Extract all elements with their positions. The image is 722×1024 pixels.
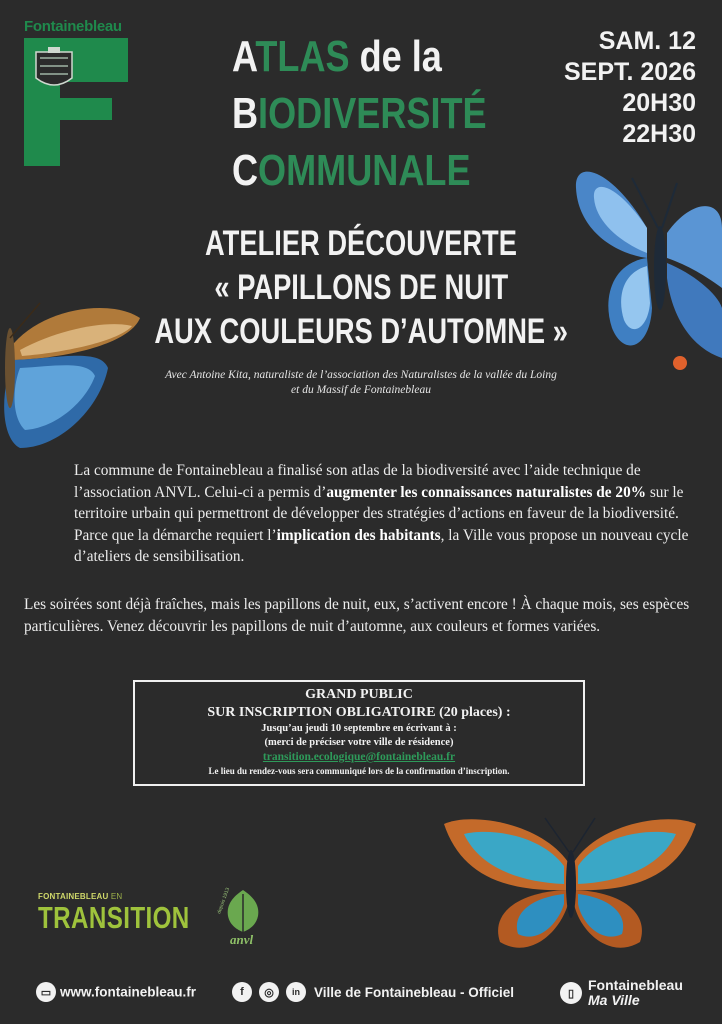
audience-label: GRAND PUBLIC [305, 687, 413, 702]
monitor-icon: ▭ [36, 982, 56, 1002]
workshop-title-line-1: ATELIER DÉCOUVERTE [205, 224, 517, 263]
event-start-time: 20H30 [622, 89, 696, 117]
logo-name: Fontainebleau [24, 18, 122, 35]
anvl-logo [212, 884, 274, 951]
fontainebleau-en-transition-logo [38, 892, 232, 935]
app-subtitle: Ma Ville [588, 992, 640, 1008]
workshop-title-line-2: « PAPILLONS DE NUIT [214, 268, 508, 307]
speaker-line-2: et du Massif de Fontainebleau [291, 384, 431, 396]
intro-text-c: sur le territoire urbain qui permettront de développer des stratégies d’actions en faveur de la biodiversité. Parce que la démarche requiert l’ [74, 483, 684, 544]
linkedin-icon[interactable]: in [286, 982, 306, 1002]
orange-blue-butterfly-illustration [440, 812, 700, 957]
footer-app[interactable] [560, 978, 683, 1008]
workshop-title-line-3: AUX COULEURS D’AUTOMNE » [154, 312, 568, 351]
title-word-de-la: de la [349, 32, 442, 81]
title-word-communale: OMMUNALE [258, 146, 471, 195]
title-word-atlas: TLAS [255, 32, 350, 81]
transition-logo-city: FONTAINEBLEAU [38, 892, 109, 901]
anvl-name: anvl [230, 932, 254, 946]
smartphone-icon: ▯ [560, 982, 582, 1004]
title-initial-b: B [232, 89, 259, 138]
title-initial-c: C [232, 146, 259, 195]
instagram-icon[interactable]: ◎ [259, 982, 279, 1002]
speaker-credit [0, 368, 722, 398]
event-end-time: 22H30 [622, 120, 696, 148]
coat-of-arms-icon [24, 38, 128, 166]
social-handle: Ville de Fontainebleau - Officiel [314, 984, 515, 1000]
intro-text-a: La commune de Fontainebleau a finalisé son atlas de la biodiversité avec l’aide technique de l’association ANVL. Celui-ci a permis d’ [74, 462, 641, 501]
footer-website[interactable] [36, 982, 196, 1002]
intro-text-e: , la Ville vous propose un nouveau cycle d’ateliers de sensibilisation. [74, 526, 689, 565]
intro-highlight-1: augmenter les connaissances naturalistes de 20% [326, 483, 647, 501]
description-paragraph: Les soirées sont déjà fraîches, mais les papillons de nuit, eux, s’activent encore ! À chaque mois, ses espèces particulières. Venez découvrir les papillons de nuit d’automne, aux couleurs et formes variées. [24, 596, 690, 635]
footer-social [232, 982, 514, 1002]
facebook-icon[interactable]: f [232, 982, 252, 1002]
intro-highlight-2: implication des habitants [276, 526, 441, 544]
title-word-biodiversite: IODIVERSITÉ [258, 89, 487, 138]
registration-deadline: Jusqu’au jeudi 10 septembre en écrivant à : [261, 723, 457, 734]
fontainebleau-logo [24, 18, 130, 166]
registration-requirement: SUR INSCRIPTION OBLIGATOIRE (20 places) : [207, 705, 511, 720]
event-day: SAM. 12 [598, 27, 696, 55]
app-name: Fontainebleau [588, 977, 683, 993]
registration-box [133, 680, 585, 786]
oak-leaf-icon [212, 884, 274, 946]
title-initial-a: A [232, 32, 256, 81]
event-month: SEPT. 2026 [563, 58, 696, 86]
registration-email-link[interactable]: transition.ecologique@fontainebleau.fr [262, 751, 456, 763]
anvl-since: depuis 1913 [216, 887, 232, 915]
transition-logo-main: TRANSITION [38, 900, 190, 935]
event-date [564, 26, 696, 150]
transition-logo-en: EN [108, 892, 123, 901]
website-url[interactable]: www.fontainebleau.fr [60, 984, 197, 1000]
page-title [232, 28, 487, 199]
meeting-place-note: Le lieu du rendez-vous sera communiqué lors de la confirmation d’inscription. [208, 766, 510, 776]
registration-note: (merci de préciser votre ville de résidence) [264, 737, 454, 748]
intro-paragraph [74, 460, 698, 568]
speaker-line-1: Avec Antoine Kita, naturaliste de l’association des Naturalistes de la vallée du Loing [165, 369, 557, 381]
workshop-title [0, 222, 722, 354]
